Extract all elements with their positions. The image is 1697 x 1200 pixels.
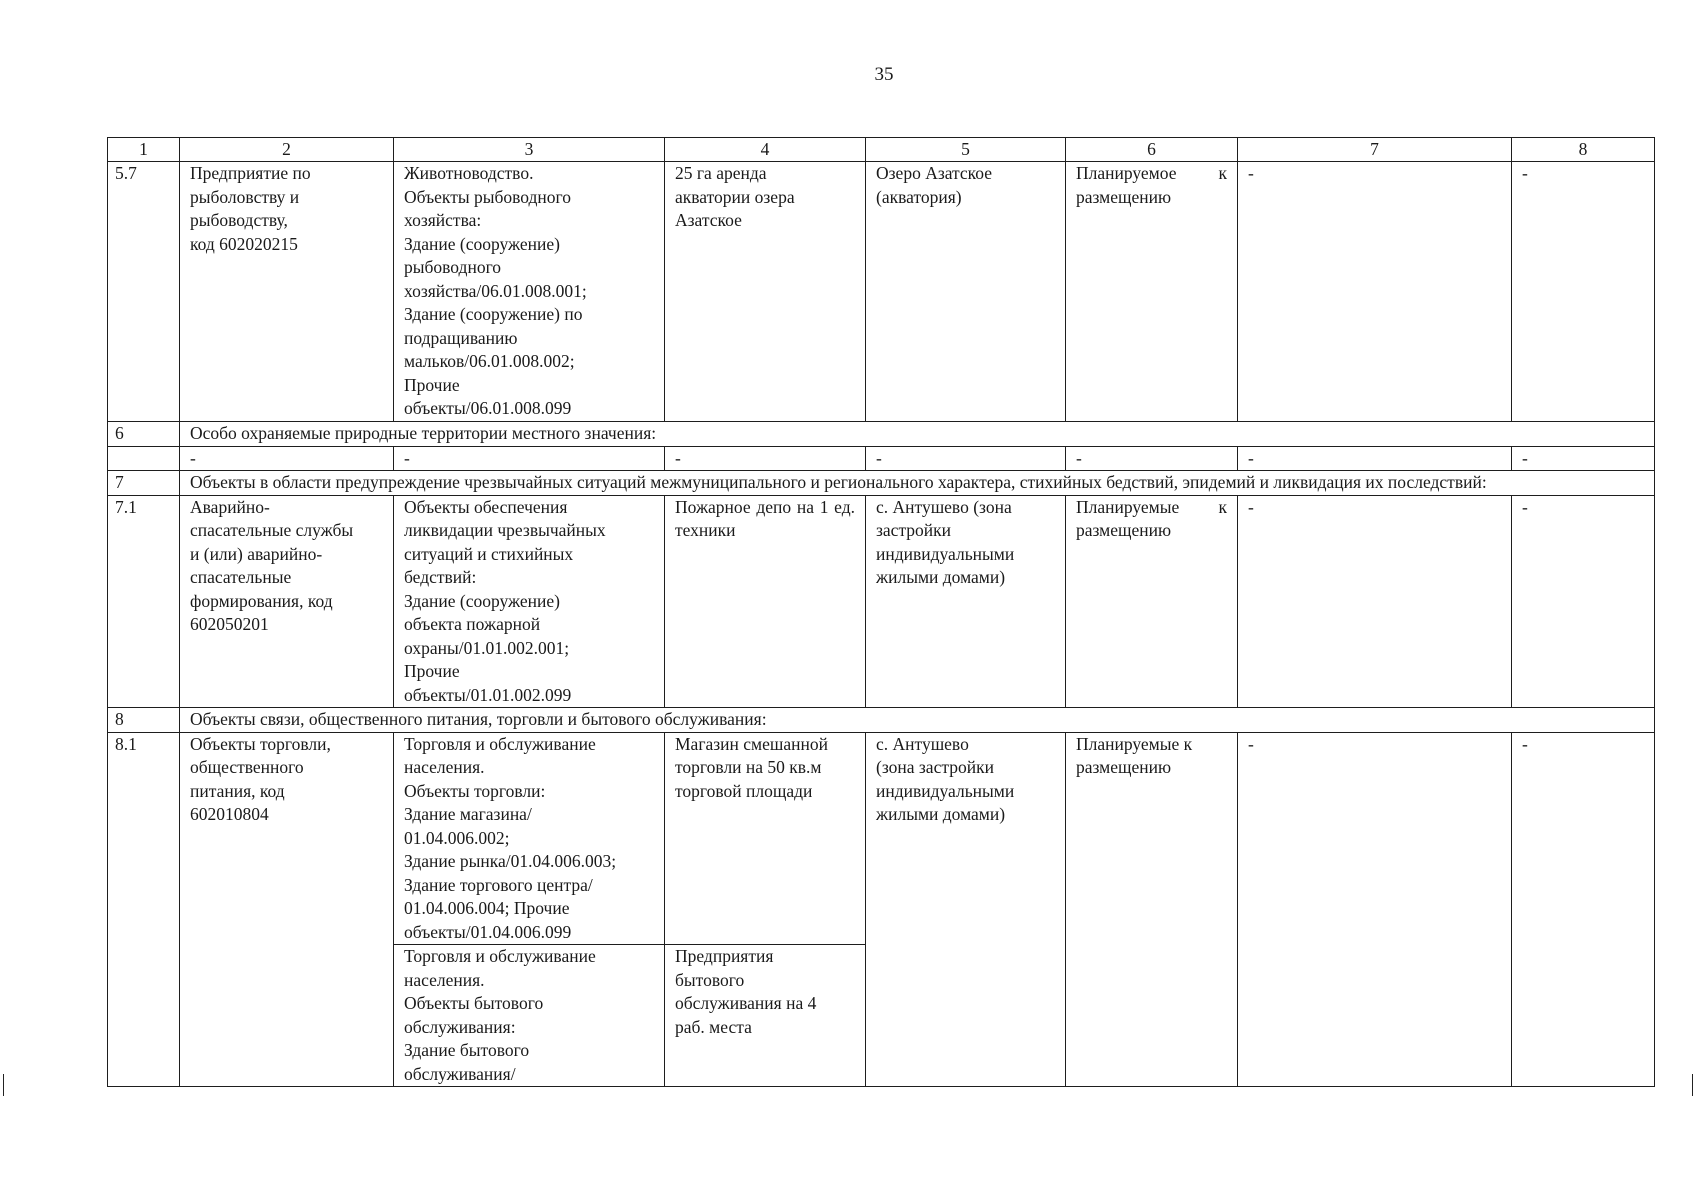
- row-number: 8.1: [108, 732, 180, 1087]
- column-8-value: -: [1512, 162, 1655, 422]
- page-number: 35: [874, 64, 894, 85]
- column-8-value: -: [1512, 495, 1655, 708]
- row-number: 5.7: [108, 162, 180, 422]
- table-row-7-1: [108, 495, 1655, 708]
- object-location: с. Антушево (зона застройки индивидуальными жилыми домами): [866, 495, 1066, 708]
- section-row-6: [108, 422, 1655, 447]
- object-status: Планируемые к размещению: [1066, 495, 1238, 708]
- column-7-value: -: [1238, 495, 1512, 708]
- table-row-empty: [108, 446, 1655, 471]
- table-row-8-1: [108, 732, 1655, 945]
- object-name: Аварийно- спасательные службы и (или) аварийно- спасательные формирования, код 602050201: [180, 495, 394, 708]
- dash-cell: -: [866, 446, 1066, 471]
- object-location: Озеро Азатское (акватория): [866, 162, 1066, 422]
- header-cell-1: 1: [108, 138, 180, 162]
- object-characteristics: 25 га аренда акватории озера Азатское: [665, 162, 866, 422]
- dash-cell: -: [1066, 446, 1238, 471]
- header-cell-5: 5: [866, 138, 1066, 162]
- scan-edge-mark-right: [1692, 1074, 1693, 1096]
- header-cell-7: 7: [1238, 138, 1512, 162]
- dash-cell: -: [394, 446, 665, 471]
- dash-cell: -: [1512, 446, 1655, 471]
- row-number: 7.1: [108, 495, 180, 708]
- document-table: [107, 137, 1655, 1087]
- dash-cell: -: [180, 446, 394, 471]
- object-purpose: Торговля и обслуживание населения. Объекты бытового обслуживания: Здание бытового обслуживания/: [394, 945, 665, 1087]
- object-name: Предприятие по рыболовству и рыбоводству, код 602020215: [180, 162, 394, 422]
- section-number: 6: [108, 422, 180, 447]
- header-cell-6: 6: [1066, 138, 1238, 162]
- column-7-value: -: [1238, 732, 1512, 1087]
- section-number: 7: [108, 471, 180, 496]
- object-status: Планируемые к размещению: [1066, 732, 1238, 1087]
- section-title: Объекты связи, общественного питания, торговли и бытового обслуживания:: [180, 708, 1655, 733]
- object-location: с. Антушево (зона застройки индивидуальными жилыми домами): [866, 732, 1066, 1087]
- object-purpose: Торговля и обслуживание населения. Объекты торговли: Здание магазина/ 01.04.006.002; Здание рынка/01.04.006.003; Здание торгового центра/ 01.04.006.004; Прочие объекты/01.04.006.099: [394, 732, 665, 945]
- dash-cell: -: [1238, 446, 1512, 471]
- object-characteristics: Магазин смешанной торговли на 50 кв.м торговой площади: [665, 732, 866, 945]
- header-cell-8: 8: [1512, 138, 1655, 162]
- section-title: Объекты в области предупреждение чрезвычайных ситуаций межмуниципального и регионального характера, стихийных бедствий, эпидемий и ликвидация их последствий:: [180, 471, 1655, 496]
- section-row-8: [108, 708, 1655, 733]
- object-characteristics: Предприятия бытового обслуживания на 4 раб. места: [665, 945, 866, 1087]
- scan-edge-mark-left: [3, 1074, 4, 1096]
- object-characteristics: Пожарное депо на 1 ед. техники: [665, 495, 866, 708]
- column-7-value: -: [1238, 162, 1512, 422]
- object-name: Объекты торговли, общественного питания, код 602010804: [180, 732, 394, 1087]
- header-cell-2: 2: [180, 138, 394, 162]
- object-status: Планируемое к размещению: [1066, 162, 1238, 422]
- object-purpose: Объекты обеспечения ликвидации чрезвычайных ситуаций и стихийных бедствий: Здание (сооружение) объекта пожарной охраны/01.01.002.001; Прочие объекты/01.01.002.099: [394, 495, 665, 708]
- section-row-7: [108, 471, 1655, 496]
- section-title: Особо охраняемые природные территории местного значения:: [180, 422, 1655, 447]
- empty-cell: [108, 446, 180, 471]
- column-8-value: -: [1512, 732, 1655, 1087]
- table-row-5-7: [108, 162, 1655, 422]
- section-number: 8: [108, 708, 180, 733]
- header-cell-3: 3: [394, 138, 665, 162]
- dash-cell: -: [665, 446, 866, 471]
- header-cell-4: 4: [665, 138, 866, 162]
- column-number-header-row: [108, 138, 1655, 162]
- object-purpose: Животноводство. Объекты рыбоводного хозяйства: Здание (сооружение) рыбоводного хозяйства/06.01.008.001; Здание (сооружение) по подращиванию мальков/06.01.008.002; Прочие объекты/06.01.008.099: [394, 162, 665, 422]
